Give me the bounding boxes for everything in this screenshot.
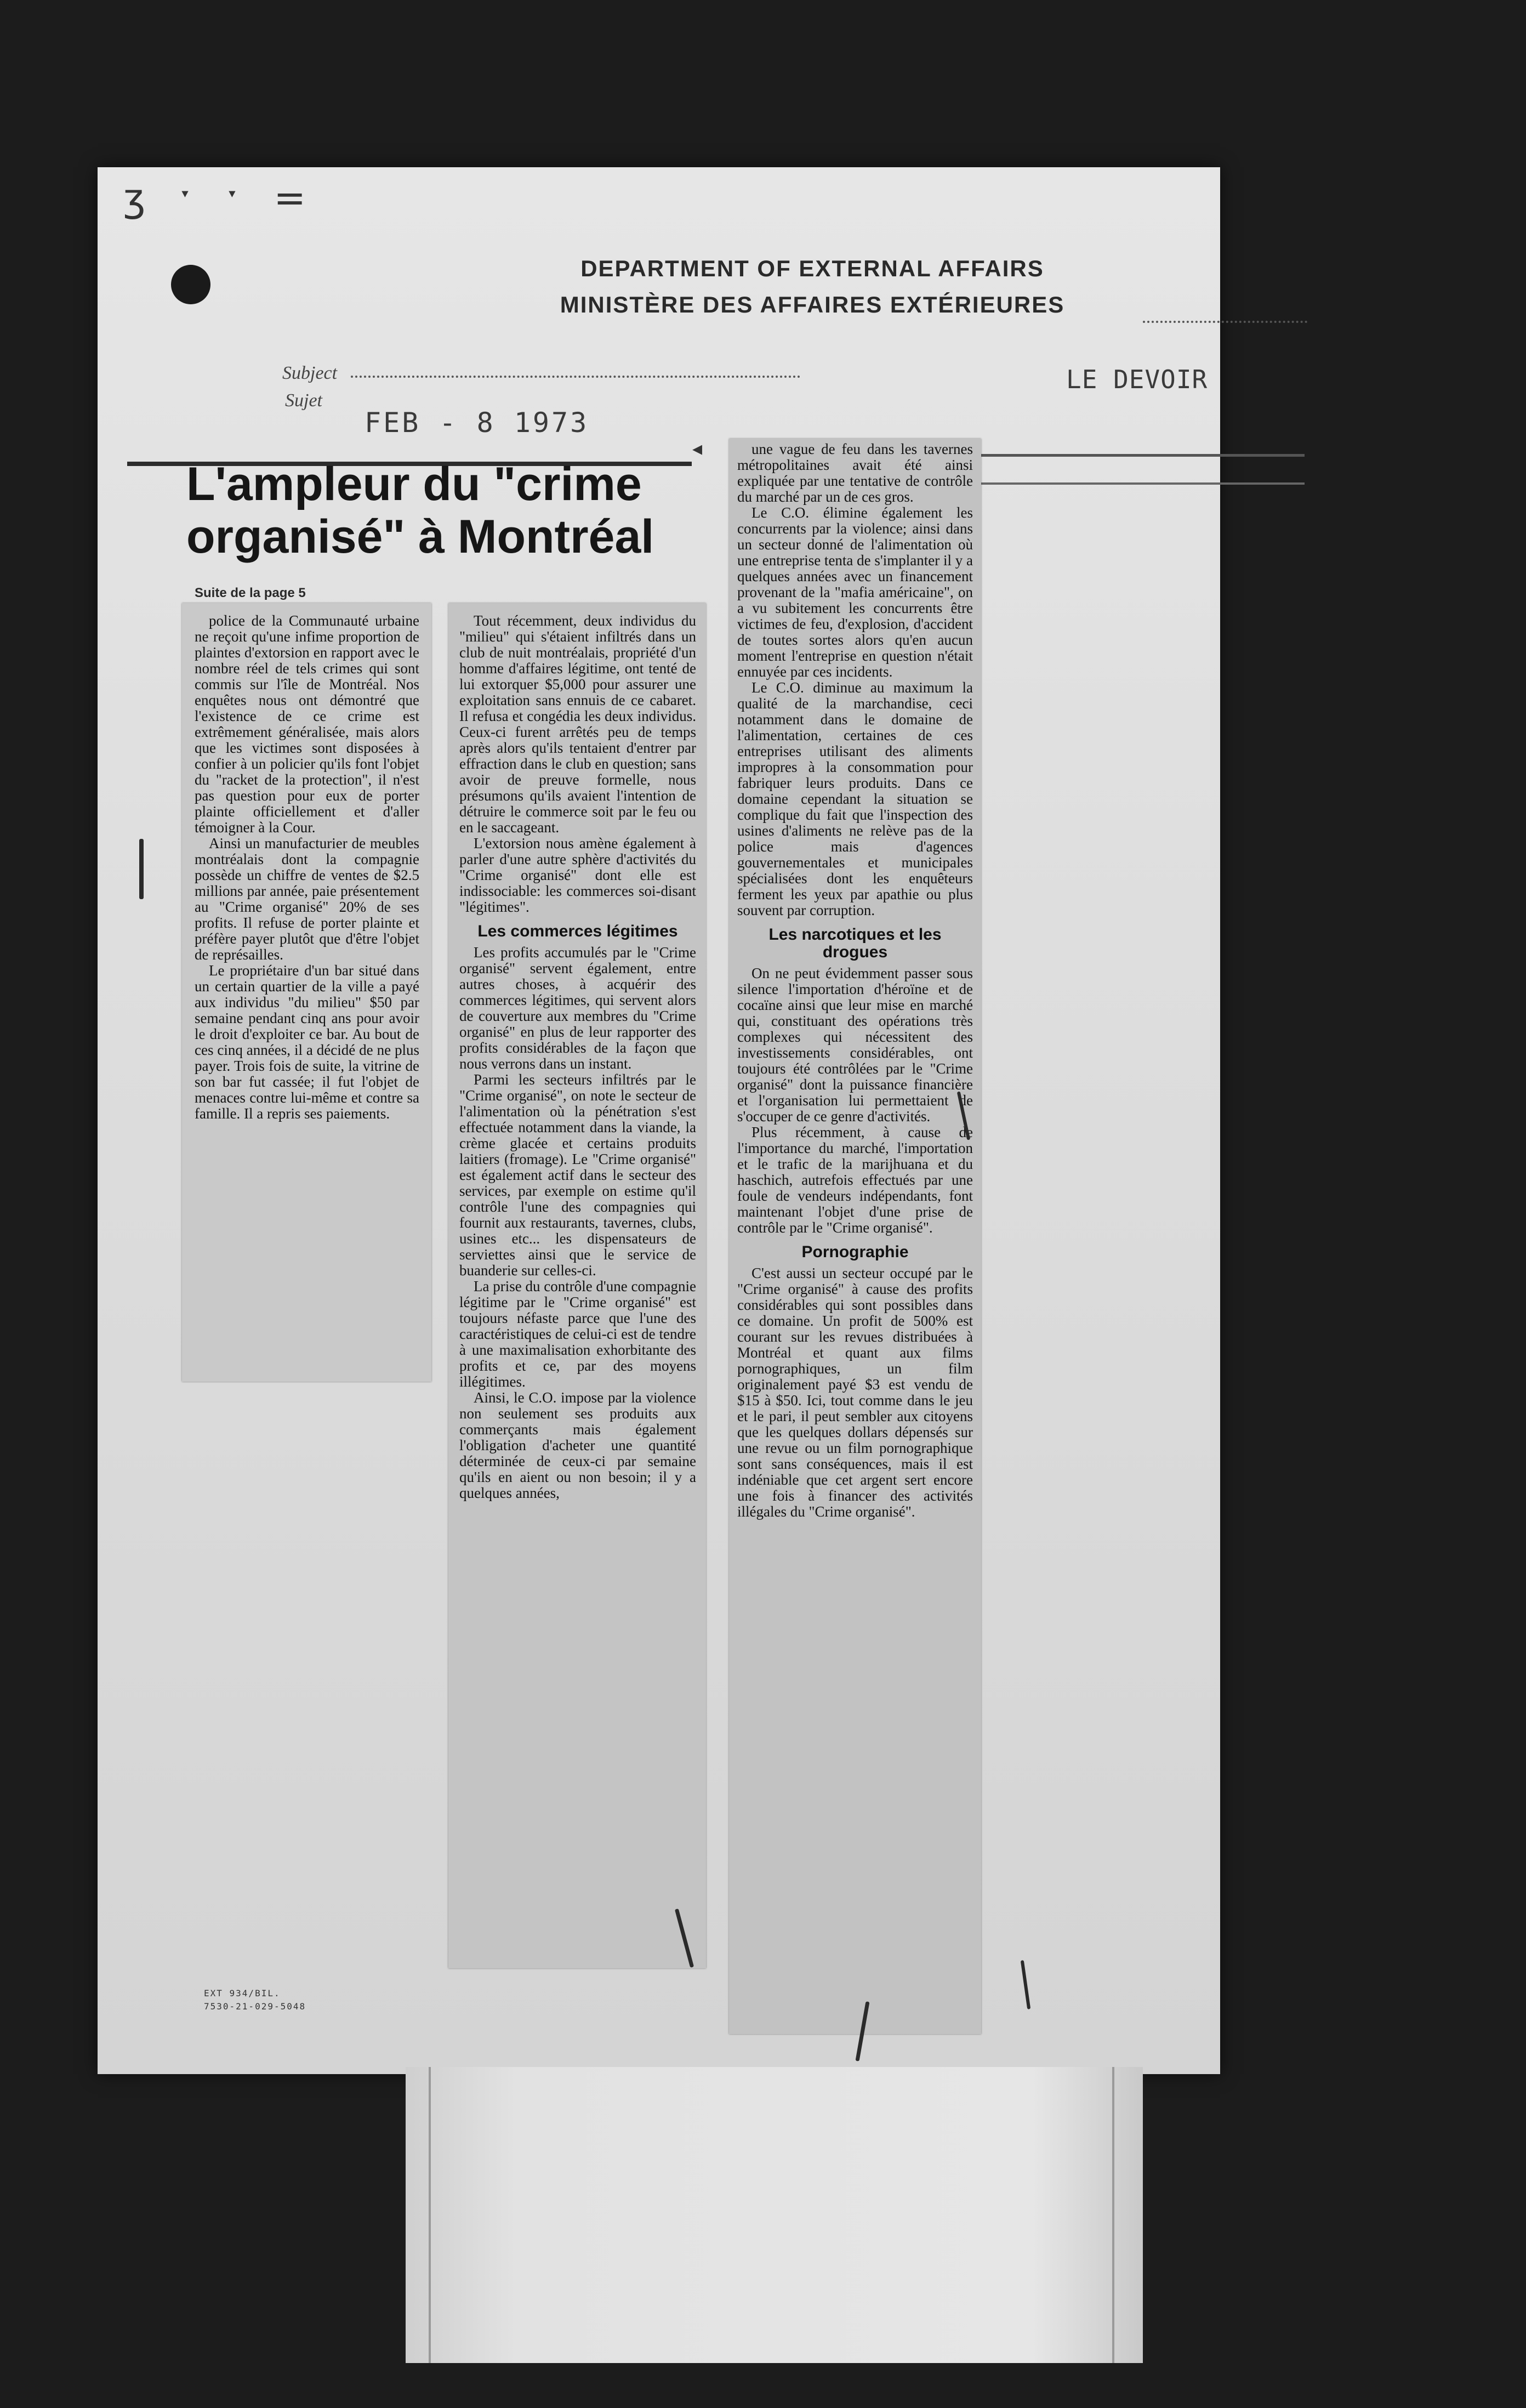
subheading-narcotiques: Les narcotiques et les drogues bbox=[768, 925, 942, 961]
department-header-fr: MINISTÈRE DES AFFAIRES EXTÉRIEURES bbox=[560, 292, 1065, 317]
form-code: EXT 934/BIL. bbox=[204, 1988, 281, 1998]
paragraph: Plus récemment, à cause de l'importance du marché, l'importation et le trafic de la marijhuana et du haschich, autrefois effectués par une foule de vendeurs indépendants, font maintenant l'objet d'une prise de contrôle par le "Crime organisé". bbox=[737, 1124, 973, 1236]
paragraph: une vague de feu dans les tavernes métropolitaines avait été ainsi expliquée par une tentative de contrôle du marché par un de ces gros. bbox=[737, 441, 973, 505]
article-column-1 bbox=[195, 613, 419, 1375]
paragraph: On ne peut évidemment passer sous silence l'importation d'héroïne et de cocaïne ainsi que leur mise en marché qui, constituant des opérations très complexes qui nécessitent des investissements considérables, ont toujours été contrôlées par le "Crime organisé" dont la puissance financière et l'organisation lui permettaient de s'occuper de ce genre d'activités. bbox=[737, 965, 973, 1125]
handwritten-marks: ʒ ˑ ˑ = bbox=[123, 175, 317, 220]
paragraph: C'est aussi un secteur occupé par le "Crime organisé" à cause des profits considérables qui sont possibles dans ce domaine. Un profit de 500% est courant sur les revues distribuées à Montréal et quant aux films pornographiques, un film originalement payé $3 est vendu de $15 à $50. Ici, tout comme dans le jeu et le pari, il peut sembler aux citoyens que les quelques dollars dépensés sur une revue ou un film pornographique sont sans conséquences, mais il est indéniable que cet argent sert encore une fois à financer des activités illégales du "Crime organisé". bbox=[737, 1265, 973, 1520]
subject-label: Subject bbox=[282, 363, 338, 383]
sujet-label: Sujet bbox=[285, 390, 322, 411]
paragraph: La prise du contrôle d'une compagnie légitime par le "Crime organisé" est toujours néfaste parce que l'une des caractéristiques de celui-ci est de tendre à une maximalisation exhorbitante des profits et ce, par des moyens illégitimes. bbox=[459, 1278, 696, 1390]
subheading-pornographie: Pornographie bbox=[801, 1243, 909, 1261]
subheading-commerces: Les commerces légitimes bbox=[477, 922, 678, 940]
paragraph: Le propriétaire d'un bar situé dans un certain quartier de la ville a payé aux individus "du milieu" $50 par semaine pendant cinq ans pour avoir le droit d'exploiter ce bar. Au bout de ces cinq années, il a décidé de ne plus payer. Trois fois de suite, la vitrine de son bar fut cassée; il fut l'objet de menaces contre lui-même et contre sa famille. Il a repris ses paiements. bbox=[195, 962, 419, 1122]
continued-note: Suite de la page 5 bbox=[195, 586, 306, 600]
paragraph: Parmi les secteurs infiltrés par le "Crime organisé", on note le secteur de l'alimentation où la pénétration s'est effectuée notamment dans la viande, la crème glacée et certains produits laitiers (fromage). Le "Crime organisé" est également actif dans le secteur des services, par exemple on estime qu'il contrôle l'une des compagnies qui fournit aux restaurants, tavernes, clubs, usines etc... les dispensateurs de serviettes ainsi que le service de buanderie sur celles-ci. bbox=[459, 1071, 696, 1279]
staple-icon bbox=[139, 839, 144, 899]
date-stamp: FEB - 8 1973 bbox=[365, 407, 589, 439]
article-headline: L'ampleur du "crime organisé" à Montréal bbox=[186, 458, 654, 563]
article-column-3 bbox=[737, 441, 973, 2026]
subject-line bbox=[351, 376, 800, 378]
department-header-en: DEPARTMENT OF EXTERNAL AFFAIRS bbox=[580, 255, 1044, 281]
card-edge bbox=[412, 2067, 431, 2363]
paragraph: Tout récemment, deux individus du "milieu" qui s'étaient infiltrés dans un club de nuit montréalais, propriété d'un homme d'affaires légitime, ont tenté de lui extorquer $5,000 pour assurer une exploitation sans ennuis de ce cabaret. Il refusa et congédia les deux individus. Ceux-ci furent arrêtés peu de temps après alors qu'ils tentaient d'entrer par effraction dans le club en question; sans avoir de preuve formelle, nous présumons qu'ils avaient l'intention de détruire le commerce soit par le feu ou en le saccageant. bbox=[459, 613, 696, 836]
paragraph: Le C.O. diminue au maximum la qualité de la marchandise, ceci notamment dans le domaine de l'alimentation, certaines de ces entreprises utilisant des aliments impropres à la consommation pour fabriquer leurs produits. Dans ce domaine cependant la situation se complique du fait que l'inspection des usines d'aliments ne relève pas de la police mais d'agences gouvernementales et municipales spécialisées dont les enquêteurs ferment les yeux par apathie ou plus souvent par corruption. bbox=[737, 679, 973, 918]
card-edge bbox=[1112, 2067, 1126, 2363]
paragraph: Le C.O. élimine également les concurrents par la violence; ainsi dans un secteur donné de l'alimentation où une entreprise tenta de s'implanter il y a quelques années avec un financement provenant de la "mafia américaine", on a vu subitement les concurrents être victimes de feu, d'explosion, d'accident de toutes sortes alors qu'en aucun moment l'entreprise en question n'était ennuyée par ces incidents. bbox=[737, 504, 973, 680]
paragraph: L'extorsion nous amène également à parler d'une autre sphère d'activités du "Crime organisé" dont elle est indissociable: les commerces soi-disant "légitimes". bbox=[459, 835, 696, 915]
dotted-rule bbox=[1143, 321, 1307, 323]
paragraph: Ainsi, le C.O. impose par la violence non seulement ses produits aux commerçants mais également l'obligation d'acheter une quantité déterminée de ceux-ci par semaine qu'ils en aient ou non besoin; il y a quelques années, bbox=[459, 1389, 696, 1501]
article-column-2 bbox=[459, 613, 696, 1962]
form-number: 7530-21-029-5048 bbox=[204, 2001, 306, 2012]
rule-line bbox=[981, 482, 1305, 485]
paragraph: police de la Communauté urbaine ne reçoit qu'une infime proportion de plaintes d'extorsion en rapport avec le nombre réel de tels crimes qui sont commis sur l'île de Montréal. Nos enquêtes nous ont démontré que l'existence de ce crime est extrêmement généralisée, mais alors que les victimes sont disposées à confier à un policier qu'ils font l'objet du "racket de la protection", il n'est pas question pour eux de porter plainte officiellement et d'aller témoigner à la Cour. bbox=[195, 613, 419, 836]
paragraph: Les profits accumulés par le "Crime organisé" servent également, entre autres choses, à acquérir des commerces légitimes, qui servent alors de couverture aux membres du "Crime organisé" en plus de leur rapporter des profits considérables de la façon que nous verrons dans un instant. bbox=[459, 944, 696, 1072]
paragraph: Ainsi un manufacturier de meubles montréalais dont la compagnie possède un chiffre de ventes de $2.5 millions par année, paie présentement au "Crime organisé" 20% de ses profits. Il refuse de porter plainte et préfère payer plutôt que d'être l'objet de représailles. bbox=[195, 835, 419, 963]
arrow-left-icon: ◂ bbox=[692, 438, 703, 460]
rule-line bbox=[981, 454, 1305, 457]
source-stamp: LE DEVOIR bbox=[1066, 365, 1208, 394]
backing-card bbox=[406, 2067, 1143, 2363]
